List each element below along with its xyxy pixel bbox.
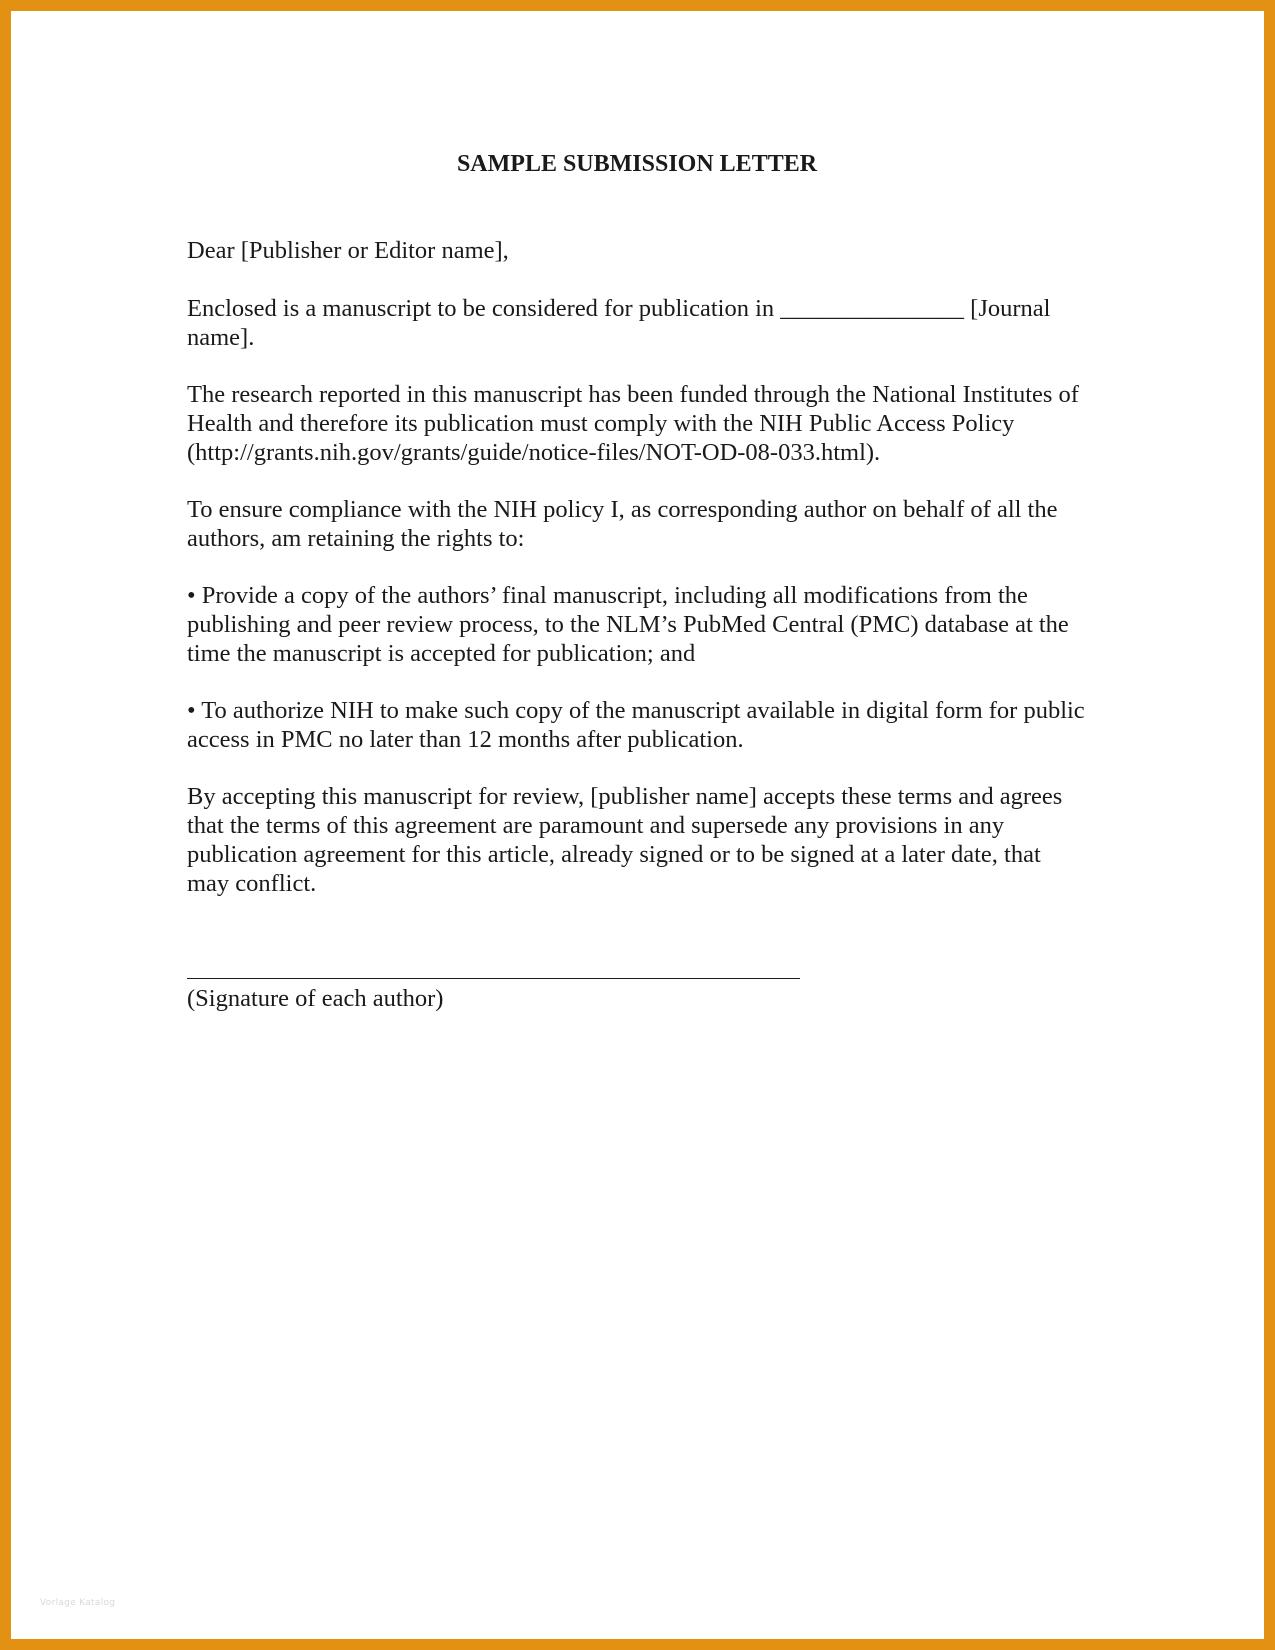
paragraph-accepting: By accepting this manuscript for review, [publisher name] accepts these terms and agrees that the terms of this agreement are paramount and supersede any provisions in any publication agreement for this article, already signed or to be signed at a later date, that may conflict. [187, 783, 1063, 897]
watermark-text: Vorlage Katalog [40, 1598, 116, 1608]
signature-caption: (Signature of each author) [187, 985, 444, 1012]
paragraph-research: The research reported in this manuscript has been funded through the National Institutes of Health and therefore its publication must comply with the NIH Public Access Policy (http://grants.nih.gov/grants/guide/notice-files/NOT-OD-08-033.html). [187, 381, 1079, 466]
bullet-authorize-nih: • To authorize NIH to make such copy of the manuscript available in digital form for public access in PMC no later than 12 months after publication. [187, 697, 1085, 753]
salutation: Dear [Publisher or Editor name], [187, 237, 509, 264]
signature-line [187, 978, 800, 979]
paragraph-enclosed: Enclosed is a manuscript to be considered for publication in _______________ [Journal name]. [187, 295, 1051, 351]
paragraph-compliance: To ensure compliance with the NIH policy I, as corresponding author on behalf of all the authors, am retaining the rights to: [187, 496, 1058, 552]
bullet-provide-copy: • Provide a copy of the authors’ final manuscript, including all modifications from the publishing and peer review process, to the NLM’s PubMed Central (PMC) database at the time the manuscript is accepted for publication; and [187, 582, 1069, 667]
letter-title: SAMPLE SUBMISSION LETTER [456, 151, 818, 177]
